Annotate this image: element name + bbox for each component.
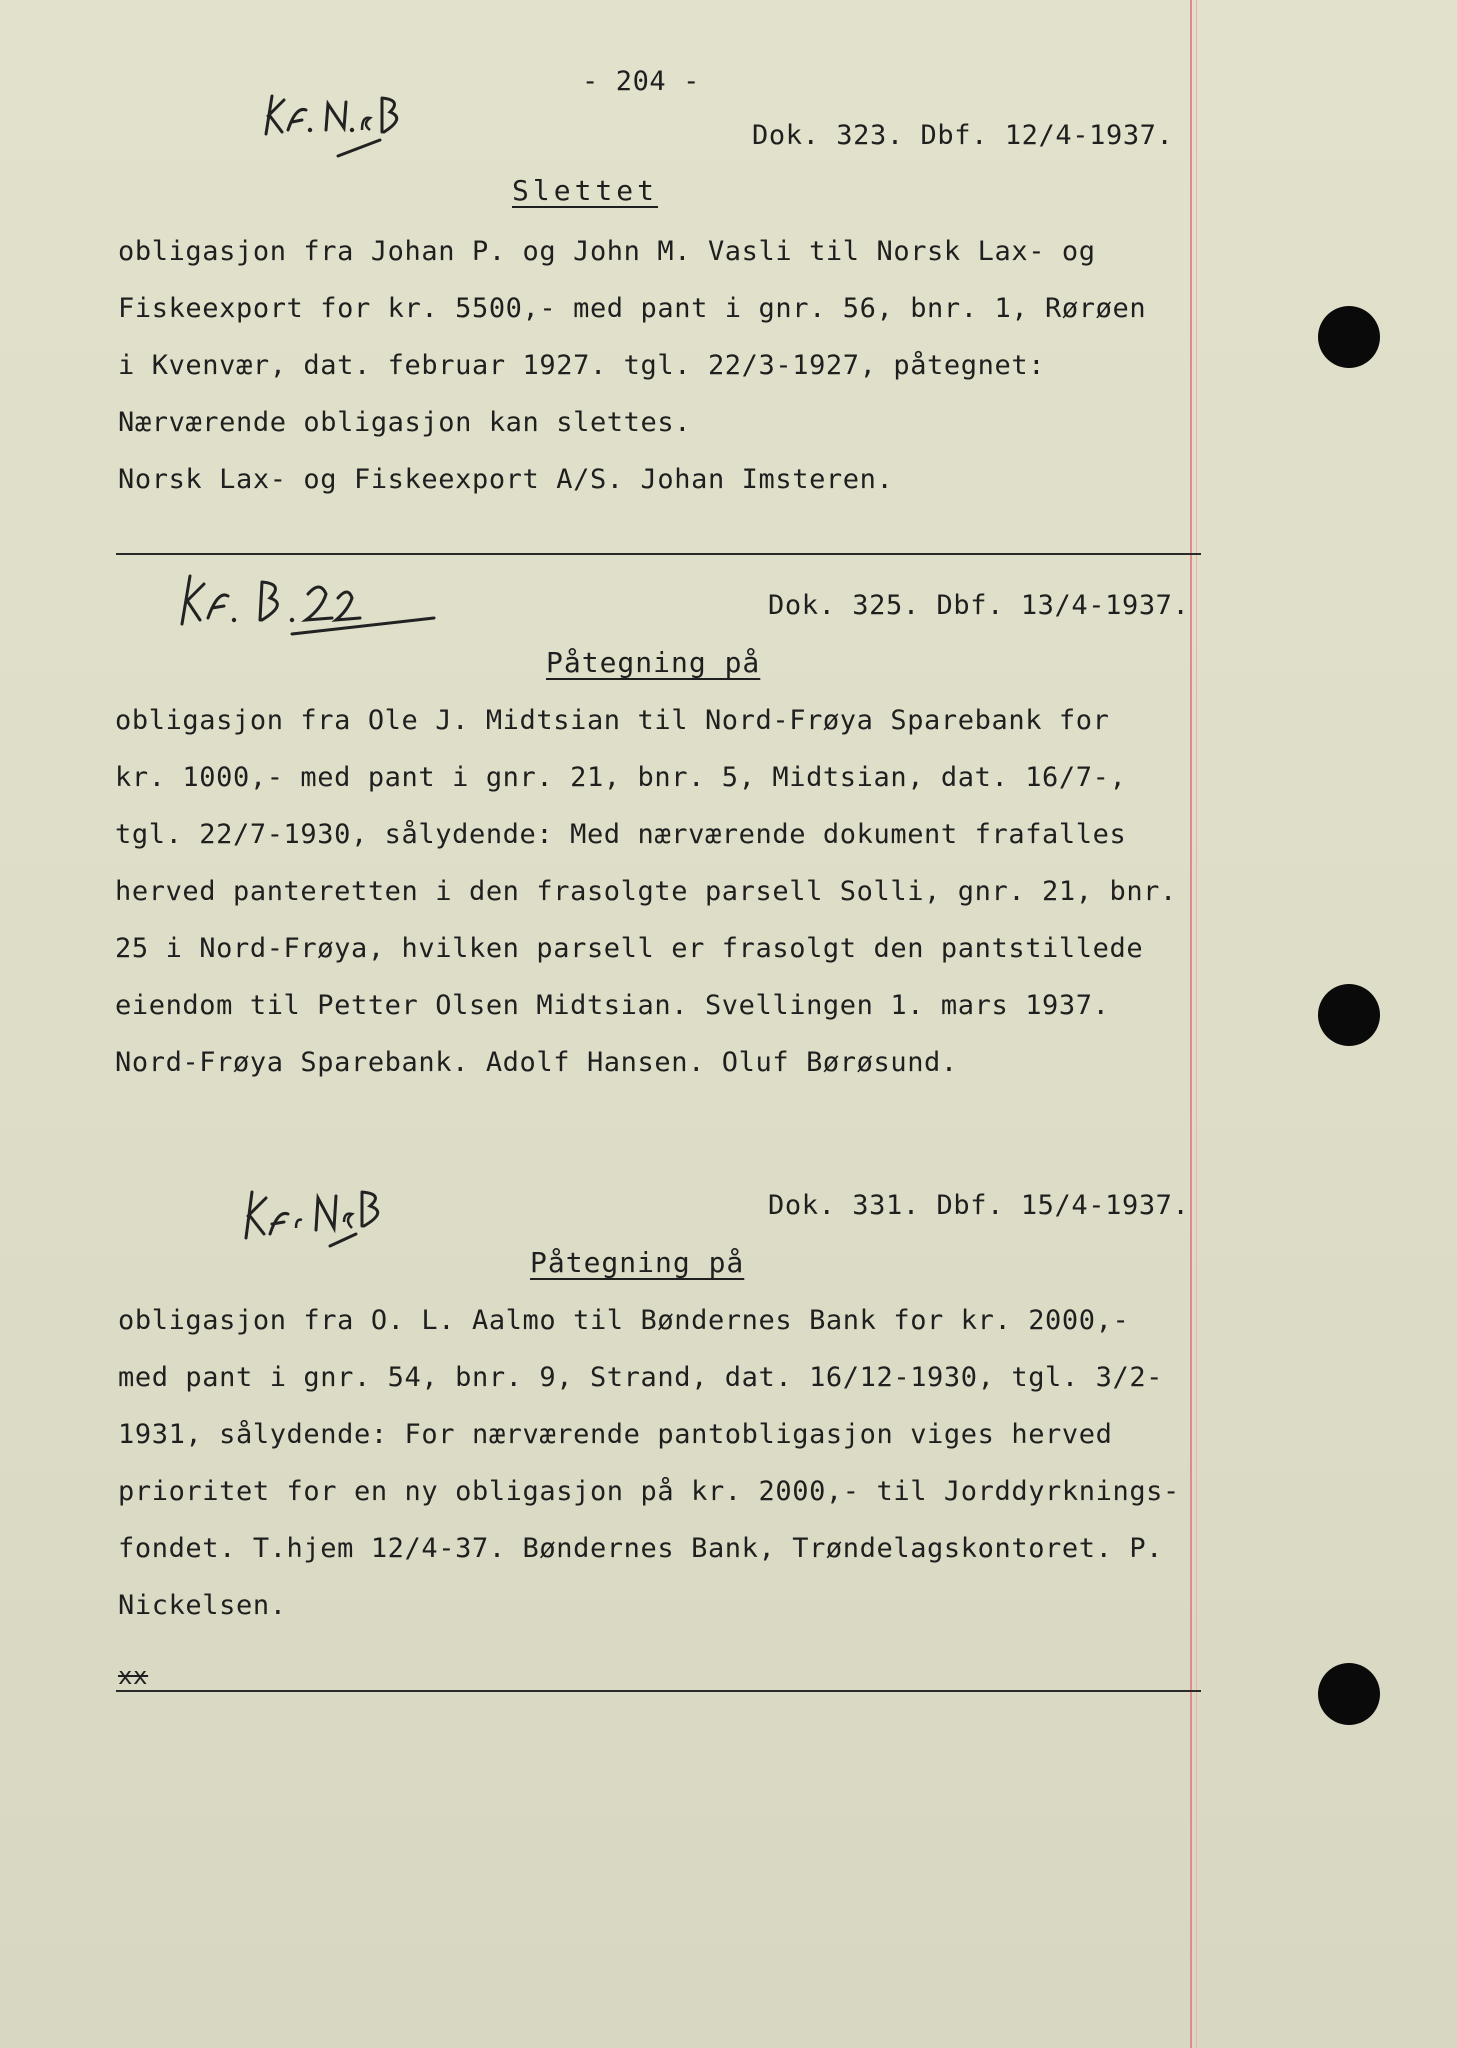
handwritten-annotation bbox=[172, 568, 452, 642]
struck-mark: xx bbox=[118, 1662, 149, 1690]
text-line: Nærværende obligasjon kan slettes. bbox=[118, 407, 692, 438]
section-divider bbox=[116, 1690, 1201, 1692]
handwritten-annotation bbox=[238, 1180, 438, 1254]
entry-heading: Slettet bbox=[512, 174, 659, 207]
handwriting-kfr-nb-1 bbox=[258, 86, 478, 166]
document-reference: Dok. 331. Dbf. 15/4-1937. bbox=[768, 1190, 1190, 1221]
text-line: med pant i gnr. 54, bnr. 9, Strand, dat. 16/12-1930, tgl. 3/2- bbox=[118, 1362, 1164, 1393]
text-line: Fiskeexport for kr. 5500,- med pant i gnr. 56, bnr. 1, Rørøen bbox=[118, 293, 1147, 324]
document-reference: Dok. 325. Dbf. 13/4-1937. bbox=[768, 590, 1190, 621]
text-line: obligasjon fra O. L. Aalmo til Bøndernes Bank for kr. 2000,- bbox=[118, 1305, 1130, 1336]
handwriting-kfr-b22 bbox=[172, 568, 452, 638]
margin-rule-secondary bbox=[1196, 0, 1197, 2048]
text-line: Nickelsen. bbox=[118, 1590, 287, 1621]
text-line: herved panteretten i den frasolgte parsell Solli, gnr. 21, bnr. bbox=[115, 876, 1177, 907]
text-line: i Kvenvær, dat. februar 1927. tgl. 22/3-1927, påtegnet: bbox=[118, 350, 1046, 381]
text-line: kr. 1000,- med pant i gnr. 21, bnr. 5, Midtsian, dat. 16/7-, bbox=[115, 762, 1127, 793]
text-line: Norsk Lax- og Fiskeexport A/S. Johan Imsteren. bbox=[118, 464, 894, 495]
document-reference: Dok. 323. Dbf. 12/4-1937. bbox=[752, 120, 1174, 151]
text-line: obligasjon fra Johan P. og John M. Vasli til Norsk Lax- og bbox=[118, 236, 1096, 267]
entry-heading: Påtegning på bbox=[546, 646, 761, 679]
punch-hole bbox=[1318, 306, 1380, 368]
text-line: fondet. T.hjem 12/4-37. Bøndernes Bank, Trøndelagskontoret. P. bbox=[118, 1533, 1164, 1564]
text-line: 25 i Nord-Frøya, hvilken parsell er frasolgt den pantstillede bbox=[115, 933, 1144, 964]
text-line: prioritet for en ny obligasjon på kr. 2000,- til Jorddyrknings- bbox=[118, 1476, 1180, 1507]
margin-rule bbox=[1190, 0, 1192, 2048]
handwritten-annotation bbox=[258, 86, 478, 170]
punch-hole bbox=[1318, 1663, 1380, 1725]
handwriting-kfr-nb-3 bbox=[238, 1180, 438, 1250]
text-line: Nord-Frøya Sparebank. Adolf Hansen. Oluf Børøsund. bbox=[115, 1047, 958, 1078]
page-number: - 204 - bbox=[582, 66, 700, 97]
text-line: obligasjon fra Ole J. Midtsian til Nord-Frøya Sparebank for bbox=[115, 705, 1110, 736]
section-divider bbox=[116, 553, 1201, 555]
text-line: 1931, sålydende: For nærværende pantobligasjon viges herved bbox=[118, 1419, 1113, 1450]
entry-heading: Påtegning på bbox=[530, 1246, 745, 1279]
punch-hole bbox=[1318, 984, 1380, 1046]
text-line: eiendom til Petter Olsen Midtsian. Svellingen 1. mars 1937. bbox=[115, 990, 1110, 1021]
text-line: tgl. 22/7-1930, sålydende: Med nærværende dokument frafalles bbox=[115, 819, 1127, 850]
